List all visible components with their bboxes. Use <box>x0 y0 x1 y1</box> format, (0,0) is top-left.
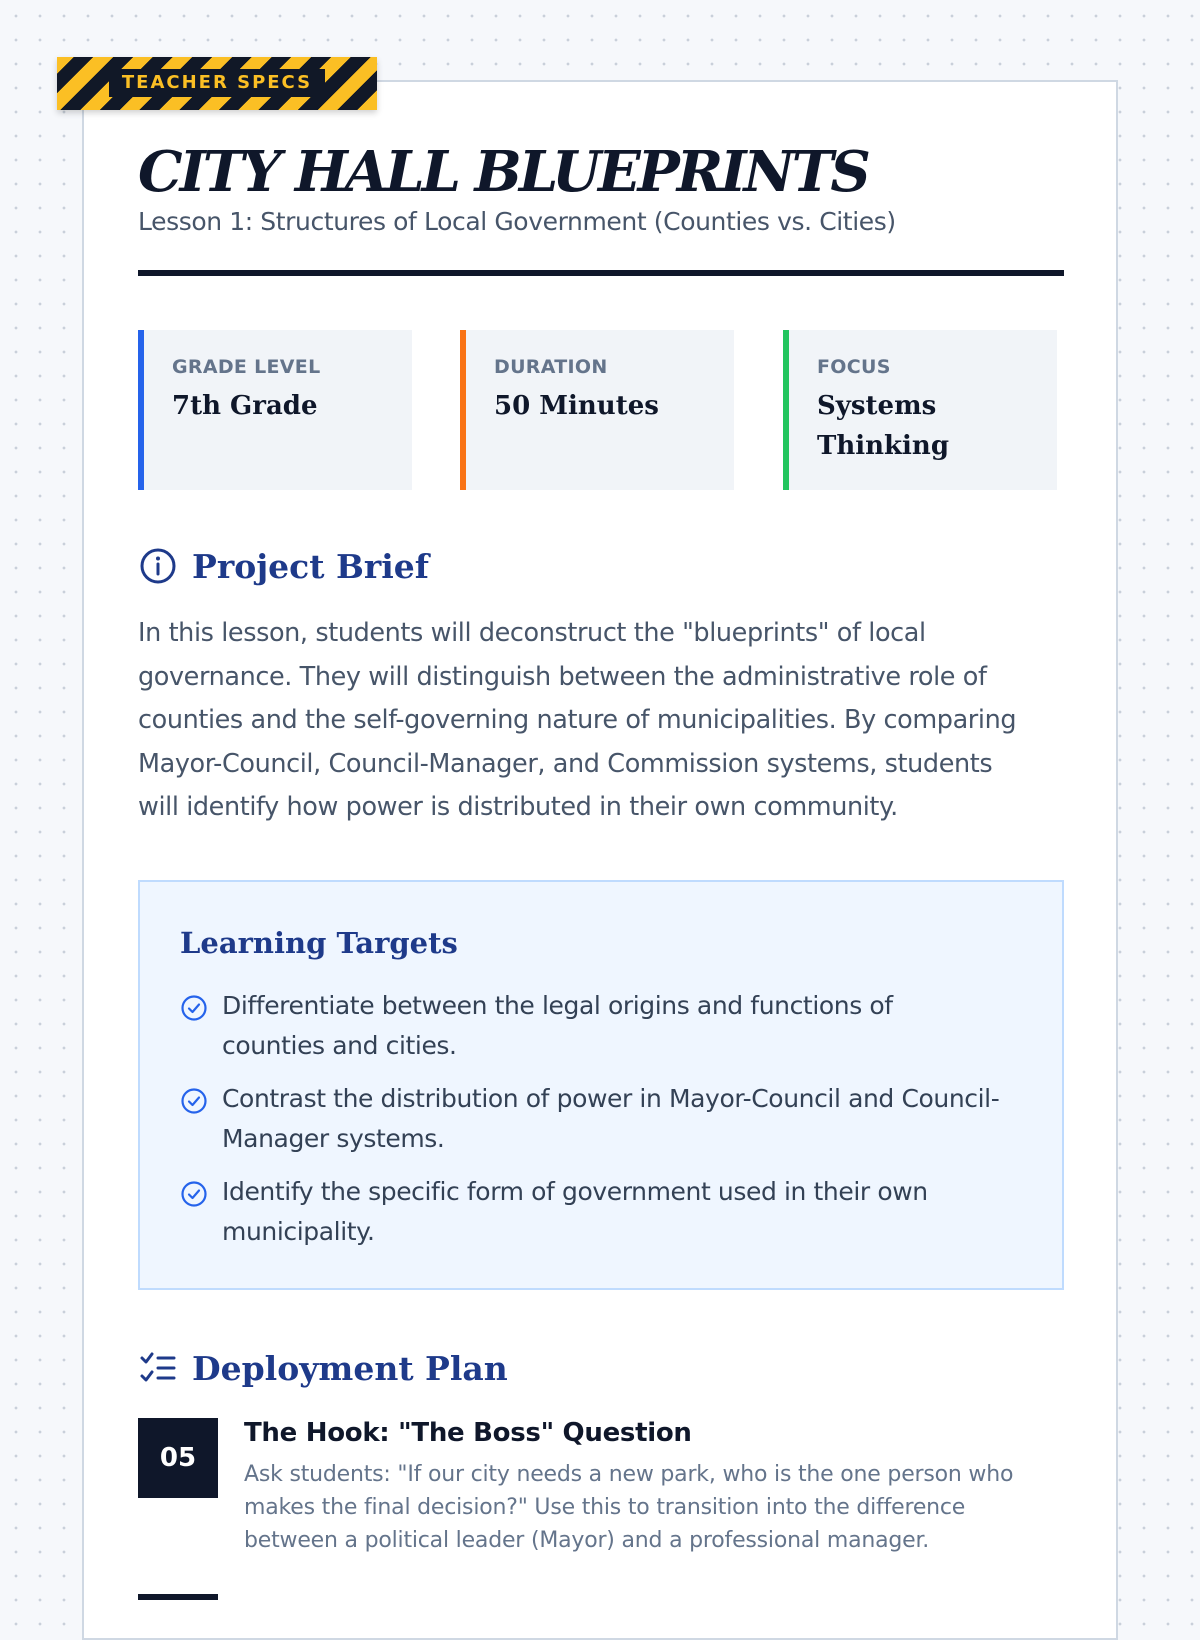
check-circle-icon <box>180 1172 210 1252</box>
info-card-label: DURATION <box>494 356 608 378</box>
learning-target-text: Differentiate between the legal origins and functions of counties and cities. <box>222 991 893 1060</box>
info-card-duration <box>460 330 734 490</box>
step-description: Ask students: "If our city needs a new park, who is the one person who makes the final decision?" Use this to transition into the difference between a political leader (Mayor) and a professional manager. <box>244 1462 1014 1553</box>
deployment-plan-heading <box>138 1348 508 1388</box>
next-step-badge <box>138 1594 218 1600</box>
info-card-focus <box>783 330 1057 490</box>
info-card-grade-level <box>138 330 412 490</box>
info-card-label: GRADE LEVEL <box>172 356 321 378</box>
project-brief-text: In this lesson, students will deconstruct the "blueprints" of local governance. They will distinguish between the administrative role of counties and the self-governing nature of municipalities. By comparing Mayor-Council, Council-Manager, and Commission systems, students will identify how power is distributed in their own community. <box>138 618 1017 822</box>
learning-target-item <box>180 1079 1002 1159</box>
title-divider <box>138 270 1064 276</box>
learning-target-text: Contrast the distribution of power in Mayor-Council and Council-Manager systems. <box>222 1084 1000 1153</box>
check-circle-icon <box>180 1079 210 1159</box>
info-card-value: 50 Minutes <box>494 391 659 421</box>
info-card-value: Systems Thinking <box>817 391 950 461</box>
section-title: Project Brief <box>192 546 429 586</box>
lesson-sheet <box>82 80 1118 1640</box>
info-circle-icon <box>138 546 178 586</box>
section-title: Deployment Plan <box>192 1348 508 1388</box>
tape-label: TEACHER SPECS <box>109 69 325 97</box>
step-title: The Hook: "The Boss" Question <box>244 1418 692 1448</box>
check-circle-icon <box>180 986 210 1066</box>
page-title: CITY HALL BLUEPRINTS <box>138 139 868 205</box>
learning-target-item <box>180 1172 1002 1252</box>
page-subtitle: Lesson 1: Structures of Local Government (Counties vs. Cities) <box>138 207 896 236</box>
teacher-specs-tape <box>57 57 377 110</box>
step-number-badge: 05 <box>138 1418 218 1498</box>
info-card-label: FOCUS <box>817 356 891 378</box>
checklist-icon <box>138 1348 178 1388</box>
learning-targets-heading: Learning Targets <box>180 926 458 960</box>
learning-target-text: Identify the specific form of government used in their own municipality. <box>222 1177 928 1246</box>
project-brief-heading <box>138 546 429 586</box>
learning-target-item <box>180 986 1002 1066</box>
learning-targets-box <box>138 880 1064 1290</box>
info-card-value: 7th Grade <box>172 391 318 421</box>
